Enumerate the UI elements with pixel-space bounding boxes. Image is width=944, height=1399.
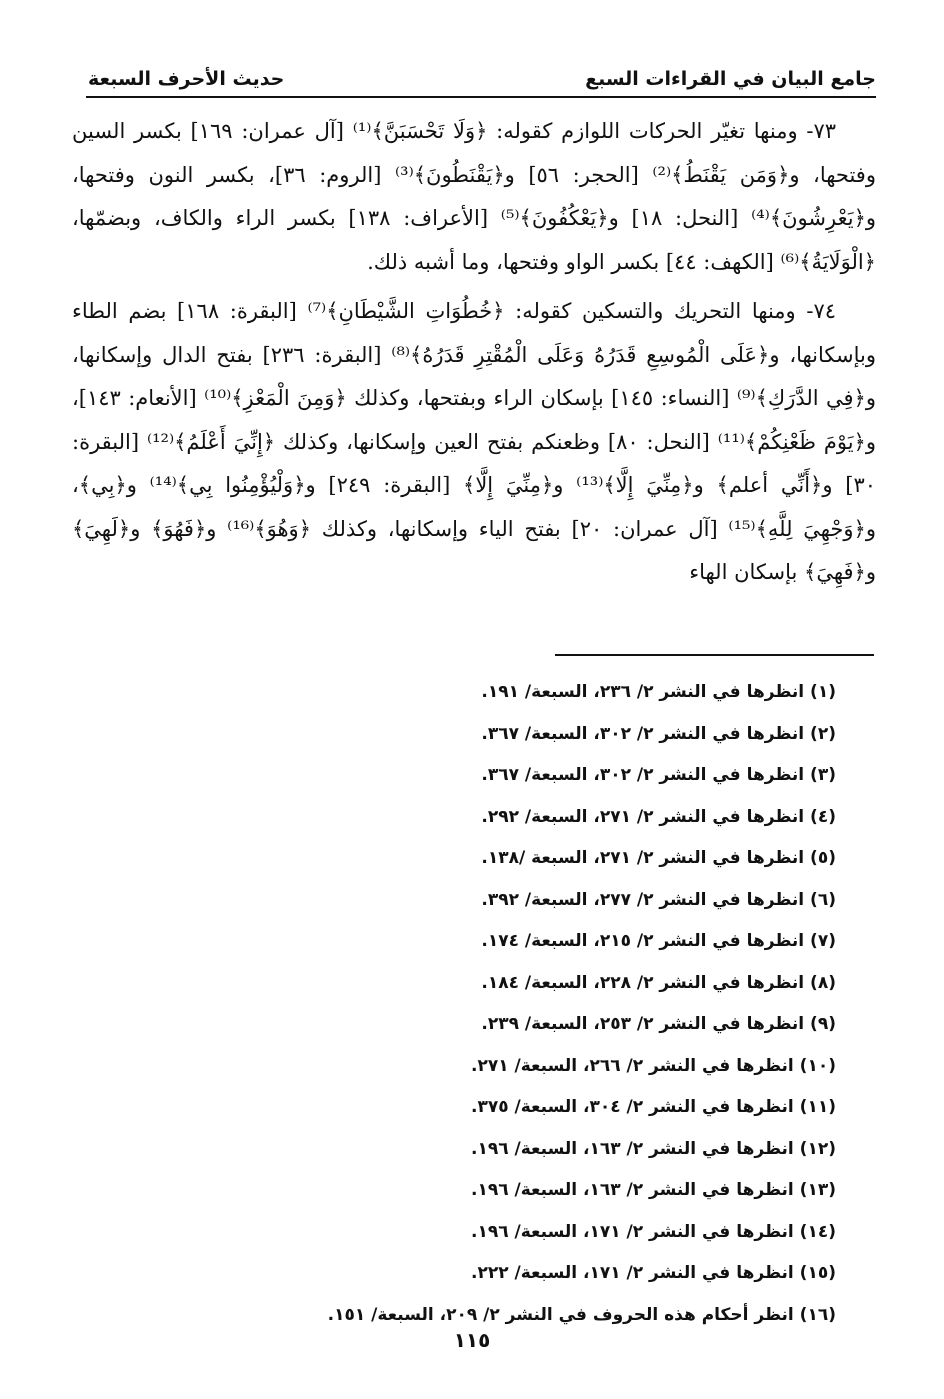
footnote-item: (١١) انظرها في النشر ٢/ ٣٠٤، السبعة/ ٣٧٥.: [470, 1097, 836, 1117]
footnote-item: (١٢) انظرها في النشر ٢/ ١٦٣، السبعة/ ١٩٦.: [470, 1138, 836, 1159]
footnote-item: (٧) انظرها في النشر ٢/ ٢١٥، السبعة/ ١٧٤.: [481, 931, 836, 951]
paragraph-73: ٧٣- ومنها تغيّر الحركات اللوازم كقوله: ﴿وَلَا تَحْسَبَنَّ﴾⁽¹⁾ [آل عمران: ١٦٩] بكسر السين وفتحها، و﴿وَمَن يَقْنَطُ﴾⁽²⁾ [الحجر: ٥٦] و﴿يَقْنَطُونَ﴾⁽³⁾ [الروم: ٣٦]، بكسر النون وفتحها، و﴿يَعْرِشُونَ﴾⁽⁴⁾ [النحل: ١٨] و﴿يَعْكُفُونَ﴾⁽⁵⁾ [الأعراف: ١٣٨] بكسر الراء والكاف، وبضمّها، ﴿الْوَلَايَةُ﴾⁽⁶⁾ [الكهف: ٤٤] بكسر الواو وفتحها، وما أشبه ذلك.: [72, 119, 877, 274]
page-number: ١١٥: [453, 1328, 491, 1352]
footnote-item: (٥) انظرها في النشر ٢/ ٢٧١، السبعة /١٣٨.: [481, 848, 836, 868]
footnote-item: (٩) انظرها في النشر ٢/ ٢٥٣، السبعة/ ٢٣٩.: [481, 1014, 836, 1034]
running-header: [88, 58, 876, 90]
header-divider: [86, 96, 876, 98]
book-title: جامع البيان في القراءات السبع: [585, 68, 876, 90]
footnote-item: (٤) انظرها في النشر ٢/ ٢٧١، السبعة/ ٢٩٢.: [481, 806, 836, 827]
footnote-divider: [555, 654, 874, 656]
footnote-item: (١) انظرها في النشر ٢/ ٢٣٦، السبعة/ ١٩١.: [481, 682, 836, 702]
footnote-item: (٢) انظرها في النشر ٢/ ٣٠٢، السبعة/ ٣٦٧.: [481, 723, 836, 744]
footnote-item: (١٥) انظرها في النشر ٢/ ١٧١، السبعة/ ٢٢٢.: [470, 1263, 836, 1283]
main-text: [72, 110, 876, 601]
footnote-item: (٦) انظرها في النشر ٢/ ٢٧٧، السبعة/ ٣٩٢.: [481, 889, 836, 910]
footnote-item: (٣) انظرها في النشر ٢/ ٣٠٢، السبعة/ ٣٦٧.: [481, 765, 836, 785]
footnote-item: (٨) انظرها في النشر ٢/ ٢٢٨، السبعة/ ١٨٤.: [481, 972, 836, 993]
footnote-item: (١٦) انظر أحكام هذه الحروف في النشر ٢/ ٢٠٩، السبعة/ ١٥١.: [327, 1304, 836, 1325]
paragraph-74: ٧٤- ومنها التحريك والتسكين كقوله: ﴿خُطُوَاتِ الشَّيْطَانِ﴾⁽⁷⁾ [البقرة: ١٦٨] بضم الطاء وبإسكانها، و﴿عَلَى الْمُوسِعِ قَدَرُهُ وَعَلَى الْمُقْتِرِ قَدَرُهُ﴾⁽⁸⁾ [البقرة: ٢٣٦] بفتح الدال وإسكانها، و﴿فِي الدَّرَكِ﴾⁽⁹⁾ [النساء: ١٤٥] بإسكان الراء وبفتحها، وكذلك ﴿وَمِنَ الْمَعْزِ﴾⁽¹⁰⁾ [الأنعام: ١٤٣]، و﴿يَوْمَ ظَعْنِكُمْ﴾⁽¹¹⁾ [النحل: ٨٠] وظعنكم بفتح العين وإسكانها، وكذلك ﴿إِنِّيَ أَعْلَمُ﴾⁽¹²⁾ [البقرة: ٣٠] و﴿أَنِّي أعلم﴾ و﴿مِنِّيَ إِلَّا﴾⁽¹³⁾ و﴿مِنِّيَ إِلَّا﴾ [البقرة: ٢٤٩] و﴿وَلْيُؤْمِنُوا بِي﴾⁽¹⁴⁾ و﴿بِي﴾، و﴿وَجْهِيَ لِلَّهِ﴾⁽¹⁵⁾ [آل عمران: ٢٠] بفتح الياء وإسكانها، وكذلك ﴿وَهُوَ﴾⁽¹⁶⁾ و﴿فَهُوَ﴾ و﴿لَهِيَ﴾ و﴿فَهِيَ﴾ بإسكان الهاء: [72, 299, 877, 584]
chapter-title: حديث الأحرف السبعة: [88, 68, 285, 90]
footnote-item: (١٤) انظرها في النشر ٢/ ١٧١، السبعة/ ١٩٦.: [470, 1221, 836, 1242]
footnotes-list: [300, 672, 836, 1336]
footnote-item: (١٣) انظرها في النشر ٢/ ١٦٣، السبعة/ ١٩٦.: [470, 1180, 836, 1200]
footnote-item: (١٠) انظرها في النشر ٢/ ٢٦٦، السبعة/ ٢٧١.: [470, 1055, 836, 1076]
